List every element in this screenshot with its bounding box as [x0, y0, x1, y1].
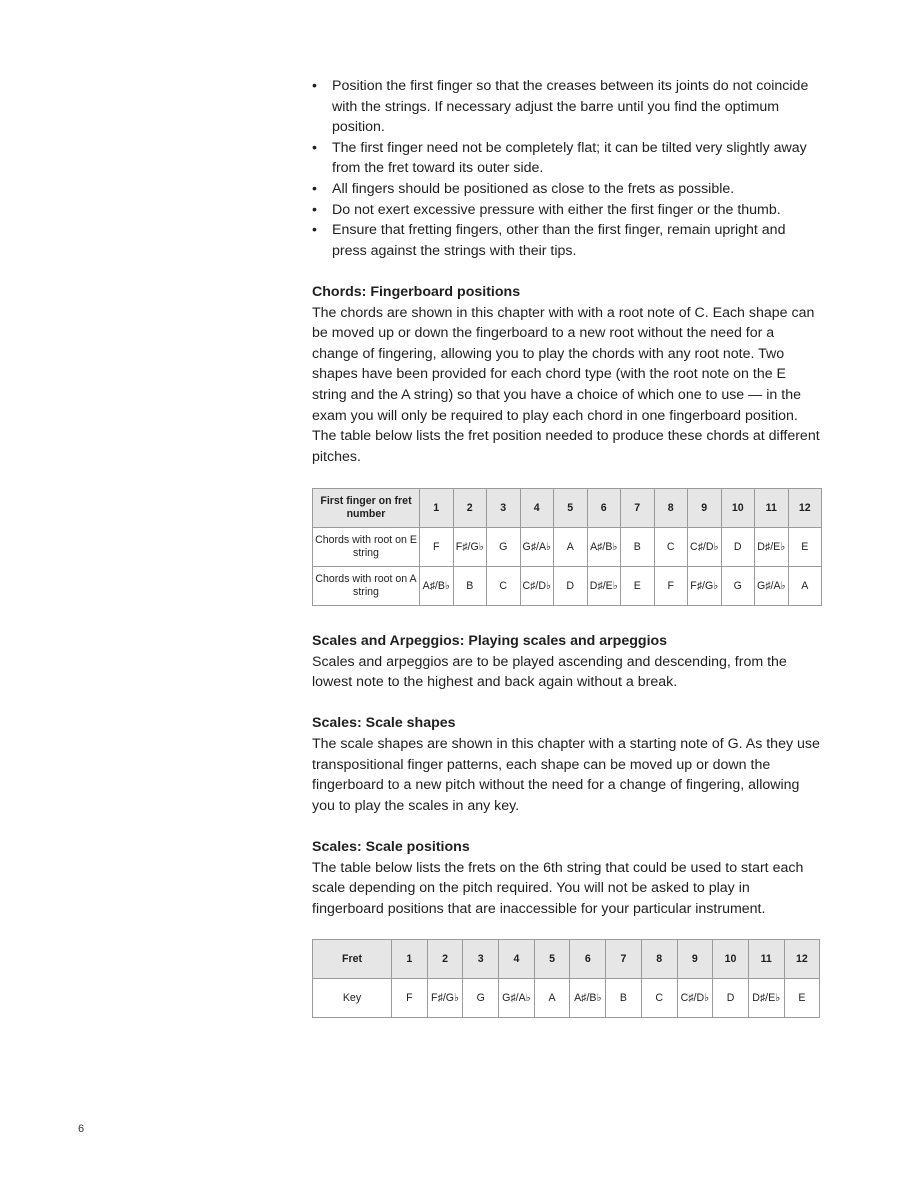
- key-cell: D♯/E♭: [748, 979, 784, 1018]
- bullet-icon: •: [312, 139, 317, 156]
- section-scales-arpeggios: [312, 631, 824, 693]
- scale-position-table: [312, 939, 820, 1018]
- technique-bullet-list: [312, 76, 824, 261]
- chord-cell: F: [654, 567, 688, 606]
- table-row: [313, 528, 822, 567]
- page-content-lower: [312, 631, 824, 919]
- key-cell: A: [534, 979, 570, 1018]
- chord-cell: D: [554, 567, 588, 606]
- key-cell: F: [392, 979, 428, 1018]
- fret-number-cell: 12: [788, 489, 822, 528]
- bullet-item: [312, 179, 824, 200]
- chord-cell: C: [487, 567, 521, 606]
- section-scale-positions: [312, 837, 824, 919]
- key-cell: G: [463, 979, 499, 1018]
- fret-number-cell: 8: [654, 489, 688, 528]
- chord-cell: C♯/D♭: [520, 567, 554, 606]
- key-cell: F♯/G♭: [427, 979, 463, 1018]
- bullet-item: [312, 138, 824, 179]
- chord-cell: F: [420, 528, 454, 567]
- key-cell: D: [713, 979, 749, 1018]
- chord-cell: D: [721, 528, 755, 567]
- fret-number-cell: 8: [641, 940, 677, 979]
- table-row: [313, 979, 820, 1018]
- bullet-item: [312, 200, 824, 221]
- chord-cell: B: [453, 567, 487, 606]
- table-header-row: [313, 940, 820, 979]
- table-header-row: [313, 489, 822, 528]
- fret-number-cell: 4: [520, 489, 554, 528]
- bullet-text: Position the first finger so that the creases between its joints do not coincide with the strings. If necessary adjust the barre until you find the optimum position.: [332, 78, 809, 136]
- section-body: Scales and arpeggios are to be played ascending and descending, from the lowest note to the highest and back again without a break.: [312, 653, 787, 691]
- chord-cell: G: [721, 567, 755, 606]
- chord-cell: A: [554, 528, 588, 567]
- bullet-icon: •: [312, 180, 317, 197]
- row-label: Chords with root on A string: [313, 567, 420, 606]
- fret-number-cell: 6: [570, 940, 606, 979]
- section-body: The chords are shown in this chapter with with a root note of C. Each shape can be moved up or down the fingerboard to a new root without the need for a change of fingering, allowing you to play the chords with any root note. Two shapes have been provided for each chord type (with the root note on the E string and the A string) so that you have a choice of which one to use — in the exam you will only be required to play each chord in one fingerboard position. The table below lists the fret position needed to produce these chords at different pitches.: [312, 304, 820, 465]
- chord-cell: A♯/B♭: [587, 528, 621, 567]
- section-heading: Scales: Scale positions: [312, 838, 470, 855]
- table-header-label: First finger on fret number: [313, 489, 420, 528]
- fret-number-cell: 6: [587, 489, 621, 528]
- fret-number-cell: 1: [420, 489, 454, 528]
- page-content: [312, 76, 824, 467]
- chord-cell: G: [487, 528, 521, 567]
- row-label: Key: [313, 979, 392, 1018]
- chord-cell: A♯/B♭: [420, 567, 454, 606]
- section-body: The scale shapes are shown in this chapter with a starting note of G. As they use transpositional finger patterns, each shape can be moved up or down the fingerboard to a new pitch without the need for a change of fingering, allowing you to play the scales in any key.: [312, 735, 820, 814]
- chord-cell: F♯/G♭: [453, 528, 487, 567]
- bullet-icon: •: [312, 222, 317, 239]
- fret-number-cell: 9: [677, 940, 713, 979]
- fret-number-cell: 4: [499, 940, 535, 979]
- section-heading: Scales and Arpeggios: Playing scales and arpeggios: [312, 633, 668, 649]
- fret-number-cell: 9: [688, 489, 722, 528]
- bullet-text: Do not exert excessive pressure with either the first finger or the thumb.: [332, 201, 781, 218]
- key-cell: B: [606, 979, 642, 1018]
- bullet-text: All fingers should be positioned as close to the frets as possible.: [332, 180, 735, 197]
- fret-number-cell: 10: [721, 489, 755, 528]
- fret-number-cell: 7: [606, 940, 642, 979]
- key-cell: G♯/A♭: [499, 979, 535, 1018]
- fret-number-cell: 3: [463, 940, 499, 979]
- chord-cell: A: [788, 567, 822, 606]
- chord-cell: G♯/A♭: [520, 528, 554, 567]
- bullet-item: [312, 220, 824, 261]
- key-cell: A♯/B♭: [570, 979, 606, 1018]
- bullet-text: Ensure that fretting fingers, other than the first finger, remain upright and press against the strings with their tips.: [332, 222, 786, 259]
- bullet-icon: •: [312, 201, 317, 218]
- key-cell: E: [784, 979, 820, 1018]
- row-label: Chords with root on E string: [313, 528, 420, 567]
- key-cell: C: [641, 979, 677, 1018]
- bullet-icon: •: [312, 78, 317, 94]
- page-number: 6: [78, 1123, 85, 1135]
- chord-cell: C♯/D♭: [688, 528, 722, 567]
- chord-position-table: [312, 488, 822, 606]
- chord-cell: B: [621, 528, 655, 567]
- key-cell: C♯/D♭: [677, 979, 713, 1018]
- section-heading: Scales: Scale shapes: [312, 715, 456, 732]
- fret-number-cell: 3: [487, 489, 521, 528]
- chord-cell: G♯/A♭: [755, 567, 789, 606]
- fret-number-cell: 5: [554, 489, 588, 528]
- fret-number-cell: 10: [713, 940, 749, 979]
- fret-number-cell: 1: [392, 940, 428, 979]
- chord-cell: E: [621, 567, 655, 606]
- chord-cell: F♯/G♭: [688, 567, 722, 606]
- chord-cell: D♯/E♭: [755, 528, 789, 567]
- section-heading: Chords: Fingerboard positions: [312, 283, 521, 300]
- fret-number-cell: 2: [453, 489, 487, 528]
- table-row: [313, 567, 822, 606]
- section-body: The table below lists the frets on the 6th string that could be used to start each scale depending on the pitch required. You will not be asked to play in fingerboard positions that are inaccessible for your particular instrument.: [312, 859, 804, 917]
- bullet-item: [312, 76, 824, 138]
- fret-number-cell: 11: [755, 489, 789, 528]
- chord-cell: E: [788, 528, 822, 567]
- fret-number-cell: 2: [427, 940, 463, 979]
- fret-number-cell: 11: [748, 940, 784, 979]
- chord-cell: C: [654, 528, 688, 567]
- fret-number-cell: 12: [784, 940, 820, 979]
- fret-number-cell: 5: [534, 940, 570, 979]
- section-chords: [312, 282, 824, 467]
- chord-cell: D♯/E♭: [587, 567, 621, 606]
- table-header-label: Fret: [313, 940, 392, 979]
- fret-number-cell: 7: [621, 489, 655, 528]
- section-scale-shapes: [312, 713, 824, 816]
- bullet-text: The first finger need not be completely flat; it can be tilted very slightly away from the fret toward its outer side.: [332, 139, 807, 177]
